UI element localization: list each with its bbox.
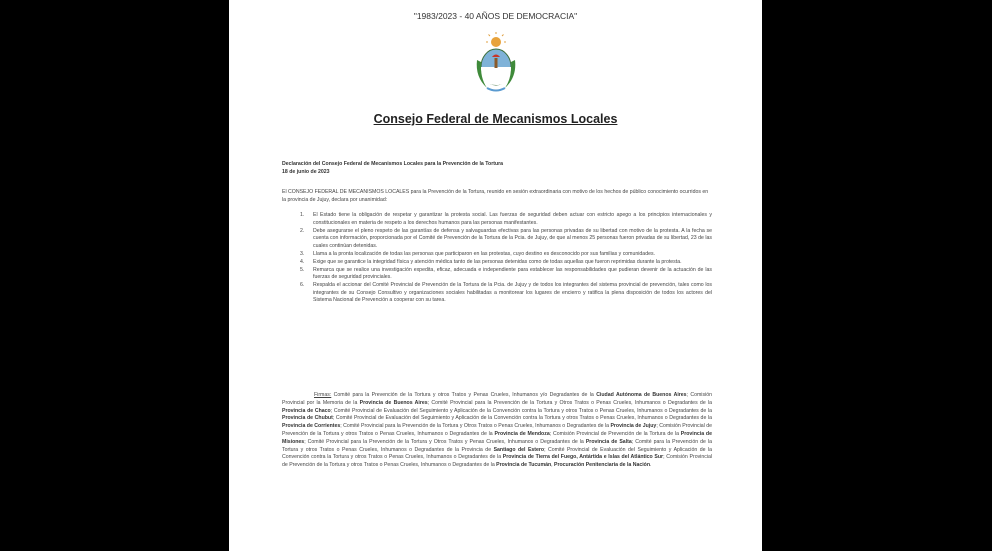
list-item: 6. Respalda el accionar del Comité Provincial de Prevención de la Tortura de la Pcia. de Jujuy y de todos los integrantes del sistema provincial de prevención, tales como los integrantes de su Consejo Consultivo y organizaciones sociales habilitadas a monitorear los lugares de encierro y ratifica la plena disposición de todos los actores del Sistema Nacional de Prevención a cooperar con su tarea. [300, 282, 712, 304]
list-item: 1. El Estado tiene la obligación de respetar y garantizar la protesta social. Las fuerzas de seguridad deben actuar con estricto apego a los principios internacionales y constitucionales en materia de respeto a los derechos humanos para las personas manifestantes. [300, 212, 712, 226]
resolution-list [282, 212, 712, 305]
coat-of-arms-icon [467, 32, 525, 96]
declaration-title: Declaración del Consejo Federal de Mecanismos Locales para la Prevención de la Tortura [282, 161, 504, 167]
motto: "1983/2023 - 40 AÑOS DE DEMOCRACIA" [413, 11, 578, 21]
signatories-label: Firmas: [314, 392, 332, 398]
list-item: 4. Exige que se garantice la integridad física y atención médica tanto de las personas detenidas como de todas aquellas que fueron reprimidas durante la protesta. [300, 258, 682, 265]
signatories-paragraph: Firmas: Comité para la Prevención de la Tortura y otros Tratos y Penas Crueles, Inhumanos y/o Degradantes de la Ciudad Autónoma de Buenos Aires; Comisión Provincial por la Memoria de la Provincia de Buenos Aires; Comité Provincial para la Prevención de la Tortura y Otros Tratos o Penas Crueles, Inhumanos o Degradantes de la Provincia de Chaco; Comité Provincial de Evaluación del Seguimiento y Aplicación de la Convención contra la Tortura y otros Tratos o Penas Crueles, Inhumanos o Degradantes de la Provincia de Chubut; Comité Provincial de Evaluación del Seguimiento y Aplicación de la Convención contra la Tortura y otros Tratos o Penas Crueles, Inhumanos o Degradantes de la Provincia de Corrientes; Comité Provincial para la Prevención de la Tortura y Otros Tratos o Penas Crueles, Inhumanos o Degradantes de la Provincia de Jujuy; Comisión Provincial de Prevención de la Tortura y otros Tratos o Penas Crueles, Inhumanos o Degradantes de la Provincia de Mendoza; Comisión Provincial de Prevención de la Tortura de la Provincia de Misiones; Comité Provincial para la Prevención de la Tortura y Otros Tratos y Penas Crueles, Inhumanos o Degradantes de la Provincia de Salta; Comité para la Prevención de la Tortura y otros Tratos o Penas Crueles, Inhumanos o Degradantes de la Provincia de Santiago del Estero; Comité Provincial de Evaluación del Seguimiento y Aplicación de la Convención contra la Tortura y otros Tratos o Penas Crueles, Inhumanos o Degradantes de la Provincia de Tierra del Fuego, Antártida e Islas del Atlántico Sur; Comisión Provincial de Prevención de la Tortura y otros Tratos o Penas Crueles, Inhumanos o Degradantes de la Provincia de Tucumán, Procuración Penitenciaria de la Nación. [282, 392, 713, 469]
declaration-date: 18 de junio de 2023 [282, 169, 330, 175]
list-item: 2. Debe asegurarse el pleno respeto de las garantías de defensa y salvaguardas efectivas para las personas privadas de su libertad con motivo de la protesta. A la fecha se cuenta con información, proporcionada por el Comité de Prevención de la Tortura de la Pcia. de Jujuy, de que al menos 25 personas fueron privadas de su libertad, 23 de las cuales continúan detenidas. [300, 227, 712, 249]
list-item: 3. Llama a la pronta localización de todas las personas que participaron en las protestas, cuyo destino es desconocido por sus familias y comunidades. [300, 250, 655, 257]
list-item: 5. Remarca que se realice una investigación expedita, eficaz, adecuada e independiente para establecer las responsabilidades que pudieran devenir de la actuación de las fuerzas de seguridad provinciales. [300, 266, 712, 281]
intro-paragraph: El CONSEJO FEDERAL DE MECANISMOS LOCALES para la Prevención de la Tortura, reunido en sesión extraordinaria con motivo de los hechos de público conocimiento ocurridos en la provincia de Jujuy, declara por unanimidad: [282, 189, 709, 203]
organization-title: Consejo Federal de Mecanismos Locales [373, 112, 618, 126]
document-page [229, 0, 762, 551]
sun-icon [486, 32, 506, 47]
